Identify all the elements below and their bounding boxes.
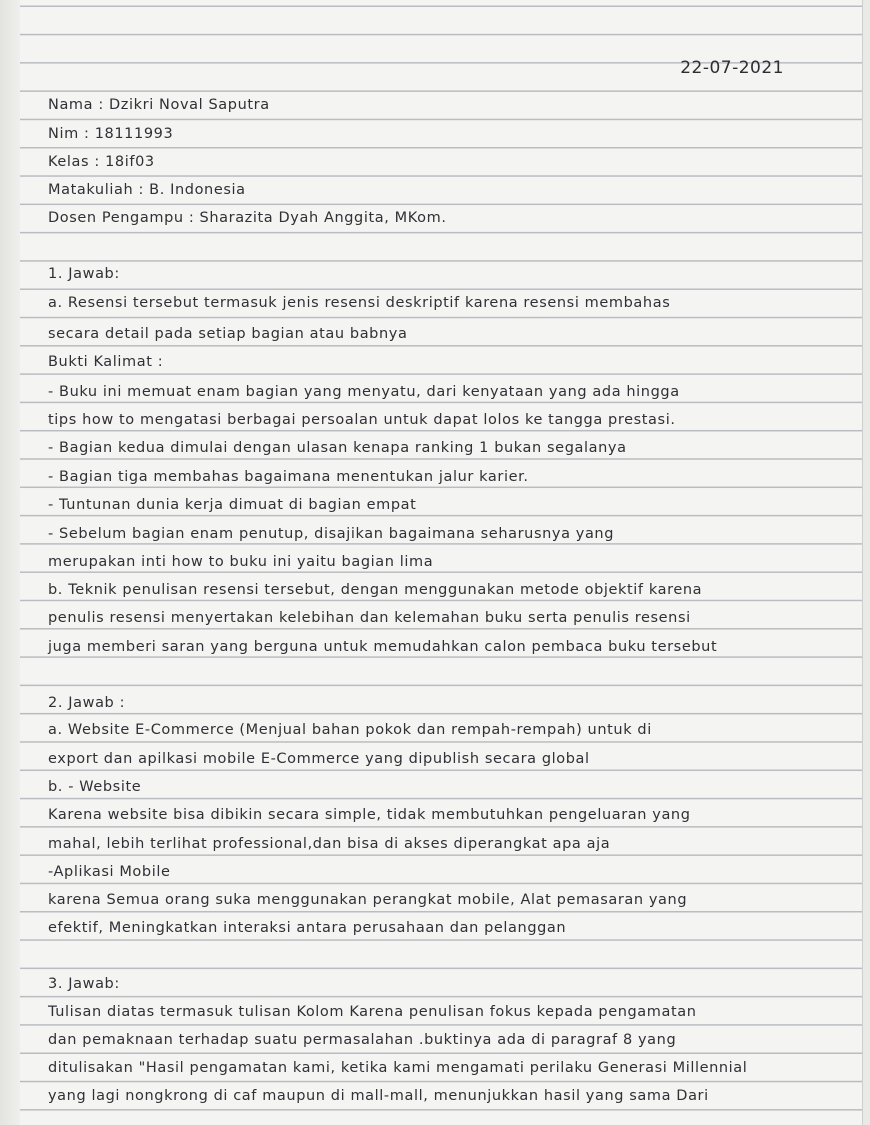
text-line: merupakan inti how to buku ini yaitu bagian lima xyxy=(48,554,434,570)
text-line: a. Website E-Commerce (Menjual bahan pokok dan rempah-rempah) untuk di xyxy=(48,722,652,738)
text-line: - Sebelum bagian enam penutup, disajikan bagaimana seharusnya yang xyxy=(48,526,615,542)
header-line: Nim : 18111993 xyxy=(48,126,174,142)
date: 22-07-2021 xyxy=(680,58,784,78)
text-line: Bukti Kalimat : xyxy=(48,354,164,370)
text-line: export dan apilkasi mobile E-Commerce yang dipublish secara global xyxy=(48,751,590,767)
text-line: penulis resensi menyertakan kelebihan dan kelemahan buku serta penulis resensi xyxy=(48,610,691,626)
header-line: Dosen Pengampu : Sharazita Dyah Anggita, MKom. xyxy=(48,210,447,226)
text-line: dan pemaknaan terhadap suatu permasalahan .buktinya ada di paragraf 8 yang xyxy=(48,1032,677,1048)
text-line: - Bagian tiga membahas bagaimana menentukan jalur karier. xyxy=(48,469,529,485)
section-heading: 3. Jawab: xyxy=(48,976,120,992)
text-line: - Bagian kedua dimulai dengan ulasan kenapa ranking 1 bukan segalanya xyxy=(48,440,627,456)
text-line: efektif, Meningkatkan interaksi antara perusahaan dan pelanggan xyxy=(48,920,567,936)
section-heading: 1. Jawab: xyxy=(48,266,120,282)
text-line: b. Teknik penulisan resensi tersebut, dengan menggunakan metode objektif karena xyxy=(48,582,703,598)
text-line: mahal, lebih terlihat professional,dan bisa di akses diperangkat apa aja xyxy=(48,836,611,852)
text-line: - Tuntunan dunia kerja dimuat di bagian empat xyxy=(48,497,417,513)
text-line: b. - Website xyxy=(48,779,142,795)
text-line: Tulisan diatas termasuk tulisan Kolom Karena penulisan fokus kepada pengamatan xyxy=(48,1004,697,1020)
text-line: ditulisakan "Hasil pengamatan kami, ketika kami mengamati perilaku Generasi Millennial xyxy=(48,1060,748,1076)
text-line: secara detail pada setiap bagian atau babnya xyxy=(48,326,408,342)
text-line: a. Resensi tersebut termasuk jenis resensi deskriptif karena resensi membahas xyxy=(48,295,671,311)
section-heading: 2. Jawab : xyxy=(48,695,126,711)
text-line: yang lagi nongkrong di caf maupun di mall-mall, menunjukkan hasil yang sama Dari xyxy=(48,1088,709,1104)
text-line: -Aplikasi Mobile xyxy=(48,864,171,880)
text-line: juga memberi saran yang berguna untuk memudahkan calon pembaca buku tersebut xyxy=(48,639,718,655)
text-line: - Buku ini memuat enam bagian yang menyatu, dari kenyataan yang ada hingga xyxy=(48,384,680,400)
header-line: Kelas : 18if03 xyxy=(48,154,155,170)
header-line: Matakuliah : B. Indonesia xyxy=(48,182,246,198)
text-line: tips how to mengatasi berbagai persoalan untuk dapat lolos ke tangga prestasi. xyxy=(48,412,676,428)
text-line: Karena website bisa dibikin secara simple, tidak membutuhkan pengeluaran yang xyxy=(48,807,691,823)
page-margin xyxy=(0,0,20,1125)
text-line: karena Semua orang suka menggunakan perangkat mobile, Alat pemasaran yang xyxy=(48,892,688,908)
header-line: Nama : Dzikri Noval Saputra xyxy=(48,97,270,113)
